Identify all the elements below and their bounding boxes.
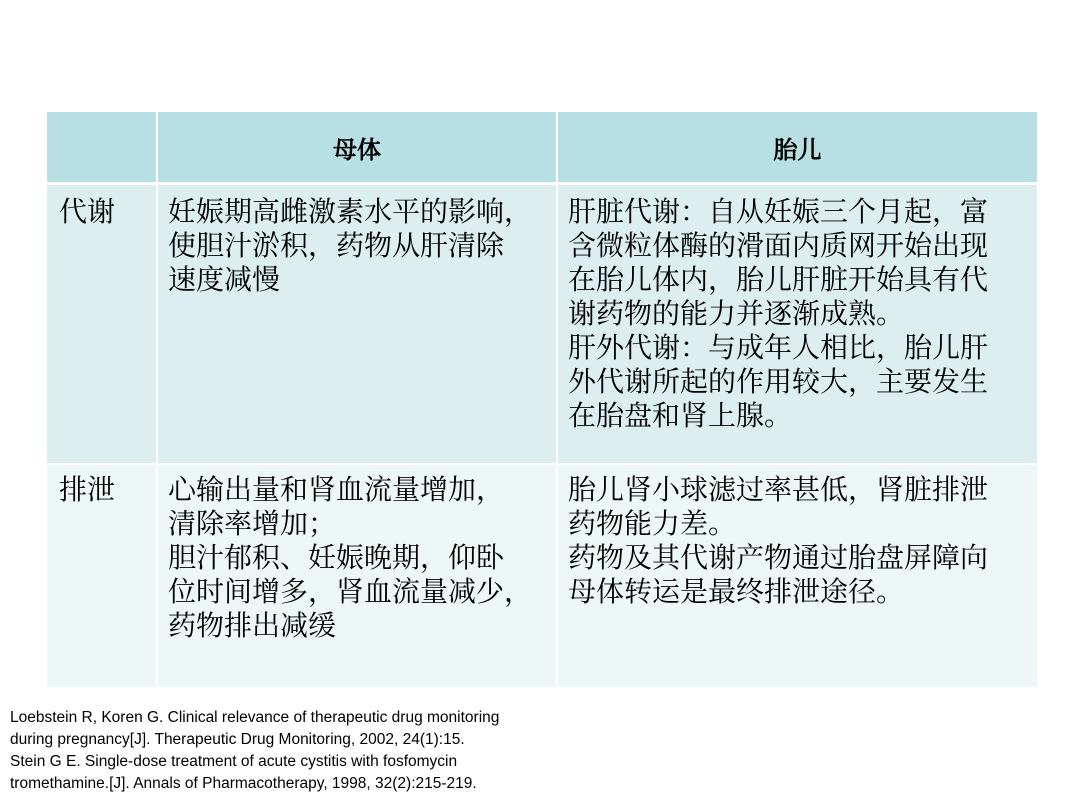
- reference-line: Stein G E. Single-dose treatment of acute cystitis with fosfomycin: [10, 753, 458, 770]
- cell-line: 药物及其代谢产物通过胎盘屏障向: [568, 541, 989, 574]
- references-block: [10, 707, 1070, 795]
- reference-line: during pregnancy[J]. Therapeutic Drug Monitoring, 2002, 24(1):15.: [10, 731, 465, 748]
- cell-line: 在胎儿体内，胎儿肝脏开始具有代: [568, 263, 989, 296]
- cell-line: 使胆汁淤积，药物从肝清除: [168, 229, 505, 262]
- cell-line: 外代谢所起的作用较大，主要发生: [568, 365, 989, 398]
- reference-line: Loebstein R, Koren G. Clinical relevance of therapeutic drug monitoring: [10, 709, 500, 726]
- cell-line: 速度减慢: [168, 263, 281, 296]
- table-header-row: [47, 112, 1037, 184]
- cell-line: 在胎盘和肾上腺。: [568, 399, 793, 432]
- cell-line: 妊娠期高雌激素水平的影响，: [168, 195, 533, 228]
- table-row-excretion: [47, 464, 1037, 687]
- cell-line: 胆汁郁积、妊娠晚期，仰卧: [168, 541, 505, 574]
- metabolism-fetus-cell: [557, 184, 1037, 465]
- row-label-text: 排泄: [59, 473, 116, 506]
- header-mother: 母体: [157, 112, 557, 184]
- cell-line: 心输出量和肾血流量增加，: [168, 473, 505, 506]
- excretion-fetus-cell: [557, 464, 1037, 687]
- row-label-excretion: [47, 464, 157, 687]
- metabolism-mother-cell: [157, 184, 557, 465]
- table-row-metabolism: [47, 184, 1037, 465]
- reference-line: tromethamine.[J]. Annals of Pharmacotherapy, 1998, 32(2):215-219.: [10, 775, 477, 792]
- cell-line: 肝脏代谢：自从妊娠三个月起，富: [568, 195, 989, 228]
- cell-line: 清除率增加；: [168, 507, 337, 540]
- cell-line: 胎儿肾小球滤过率甚低，肾脏排泄: [568, 473, 989, 506]
- header-empty-cell: [47, 112, 157, 184]
- header-fetus: 胎儿: [557, 112, 1037, 184]
- cell-line: 药物能力差。: [568, 507, 737, 540]
- cell-line: 母体转运是最终排泄途径。: [568, 575, 905, 608]
- cell-line: 谢药物的能力并逐渐成熟。: [568, 297, 905, 330]
- row-label-text: 代谢: [59, 195, 116, 228]
- cell-line: 位时间增多，肾血流量减少，: [168, 575, 533, 608]
- cell-line: 含微粒体酶的滑面内质网开始出现: [568, 229, 989, 262]
- comparison-table: [47, 112, 1037, 687]
- cell-line: 肝外代谢：与成年人相比，胎儿肝: [568, 331, 989, 364]
- cell-line: 药物排出减缓: [168, 609, 337, 642]
- excretion-mother-cell: [157, 464, 557, 687]
- row-label-metabolism: [47, 184, 157, 465]
